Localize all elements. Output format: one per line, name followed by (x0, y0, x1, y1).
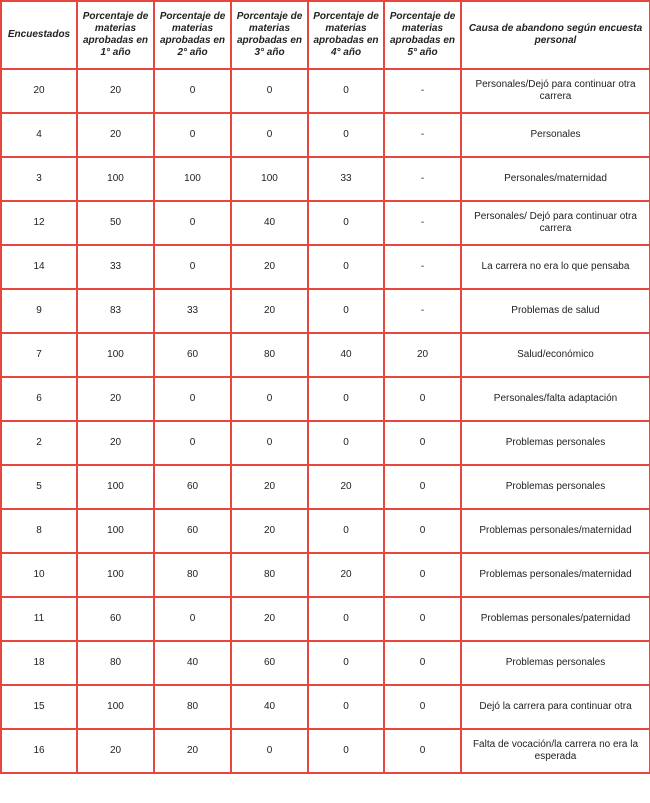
table-cell: Problemas personales/paternidad (461, 597, 650, 641)
table-cell: - (384, 113, 461, 157)
table-cell: - (384, 289, 461, 333)
table-cell: 80 (154, 553, 231, 597)
column-header: Porcentaje de materias aprobadas en 3° año (231, 1, 308, 69)
table-cell: 20 (384, 333, 461, 377)
table-row (1, 465, 650, 509)
column-header: Porcentaje de materias aprobadas en 5° año (384, 1, 461, 69)
table-cell: 16 (1, 729, 77, 773)
table-body (1, 69, 650, 773)
table-row (1, 509, 650, 553)
table-cell: 0 (308, 641, 384, 685)
table-cell: 8 (1, 509, 77, 553)
table-cell: Problemas personales (461, 641, 650, 685)
table-cell: 0 (308, 729, 384, 773)
table-cell: 0 (308, 597, 384, 641)
table-cell: 7 (1, 333, 77, 377)
table-cell: 0 (384, 641, 461, 685)
table-cell: 3 (1, 157, 77, 201)
table-cell: 0 (308, 421, 384, 465)
table-cell: 15 (1, 685, 77, 729)
table-cell: 0 (154, 113, 231, 157)
table-cell: 0 (154, 69, 231, 113)
table-cell: La carrera no era lo que pensaba (461, 245, 650, 289)
table-cell: 33 (154, 289, 231, 333)
table-cell: 0 (154, 245, 231, 289)
table-cell: 10 (1, 553, 77, 597)
table-cell: 0 (308, 245, 384, 289)
table-cell: 20 (231, 597, 308, 641)
table-cell: 40 (154, 641, 231, 685)
table-cell: Problemas de salud (461, 289, 650, 333)
table-cell: - (384, 245, 461, 289)
table-cell: Problemas personales/maternidad (461, 553, 650, 597)
column-header: Porcentaje de materias aprobadas en 4° año (308, 1, 384, 69)
table-cell: 100 (77, 553, 154, 597)
table-row (1, 333, 650, 377)
table-cell: 83 (77, 289, 154, 333)
table-cell: 100 (77, 157, 154, 201)
table-row (1, 157, 650, 201)
table-cell: 20 (308, 465, 384, 509)
table-cell: 100 (77, 333, 154, 377)
table-cell: 20 (231, 289, 308, 333)
table-cell: 0 (384, 377, 461, 421)
table-cell: 12 (1, 201, 77, 245)
table-row (1, 685, 650, 729)
table-cell: 0 (231, 729, 308, 773)
table-cell: 5 (1, 465, 77, 509)
table-cell: Personales (461, 113, 650, 157)
table-cell: 0 (308, 377, 384, 421)
table-cell: 0 (231, 377, 308, 421)
table-cell: Salud/económico (461, 333, 650, 377)
table-cell: 40 (231, 685, 308, 729)
table-cell: 60 (154, 333, 231, 377)
table-cell: 9 (1, 289, 77, 333)
table-cell: 80 (231, 553, 308, 597)
table-cell: 20 (231, 509, 308, 553)
table-cell: 20 (77, 69, 154, 113)
table-row (1, 69, 650, 113)
table-cell: 0 (308, 685, 384, 729)
table-cell: 0 (231, 69, 308, 113)
table-cell: 40 (308, 333, 384, 377)
table-row (1, 245, 650, 289)
table-cell: 60 (77, 597, 154, 641)
column-header: Porcentaje de materias aprobadas en 1° año (77, 1, 154, 69)
table-cell: 4 (1, 113, 77, 157)
table-row (1, 729, 650, 773)
table-cell: Personales/falta adaptación (461, 377, 650, 421)
table-cell: 33 (77, 245, 154, 289)
table-cell: 0 (384, 553, 461, 597)
table-row (1, 201, 650, 245)
table-cell: 18 (1, 641, 77, 685)
table-cell: 33 (308, 157, 384, 201)
table-cell: 20 (77, 421, 154, 465)
table-cell: 50 (77, 201, 154, 245)
table-cell: Problemas personales (461, 421, 650, 465)
table-row (1, 289, 650, 333)
table-cell: 0 (308, 201, 384, 245)
table-cell: 80 (154, 685, 231, 729)
header-row (1, 1, 650, 69)
table-row (1, 113, 650, 157)
table-cell: 20 (231, 465, 308, 509)
table-cell: 0 (154, 597, 231, 641)
table-cell: 0 (308, 289, 384, 333)
table-cell: 20 (231, 245, 308, 289)
table-cell: 0 (384, 597, 461, 641)
table-cell: - (384, 157, 461, 201)
table-cell: Personales/Dejó para continuar otra carrera (461, 69, 650, 113)
table-cell: 20 (77, 729, 154, 773)
table-row (1, 377, 650, 421)
table-cell: 20 (308, 553, 384, 597)
table-cell: 100 (77, 685, 154, 729)
table-cell: 20 (77, 377, 154, 421)
table-cell: 20 (1, 69, 77, 113)
table-cell: 60 (231, 641, 308, 685)
table-cell: 0 (308, 509, 384, 553)
table-cell: 6 (1, 377, 77, 421)
table-cell: 60 (154, 509, 231, 553)
table-cell: - (384, 69, 461, 113)
table-cell: 0 (154, 377, 231, 421)
table-cell: 100 (77, 465, 154, 509)
table-cell: Personales/maternidad (461, 157, 650, 201)
table-row (1, 421, 650, 465)
table-cell: 100 (154, 157, 231, 201)
table-cell: - (384, 201, 461, 245)
table-cell: 0 (154, 421, 231, 465)
table-cell: 0 (384, 421, 461, 465)
column-header: Causa de abandono según encuesta personal (461, 1, 650, 69)
table-cell: 0 (384, 509, 461, 553)
table-cell: 40 (231, 201, 308, 245)
table-cell: 80 (231, 333, 308, 377)
table-cell: Personales/ Dejó para continuar otra carrera (461, 201, 650, 245)
table-cell: 20 (154, 729, 231, 773)
table-cell: 0 (231, 421, 308, 465)
table-cell: Problemas personales/maternidad (461, 509, 650, 553)
table-cell: 100 (77, 509, 154, 553)
table-cell: 100 (231, 157, 308, 201)
table-row (1, 641, 650, 685)
table-row (1, 597, 650, 641)
table-cell: 80 (77, 641, 154, 685)
table-cell: 60 (154, 465, 231, 509)
table-cell: 14 (1, 245, 77, 289)
table-cell: 11 (1, 597, 77, 641)
table-cell: 0 (384, 729, 461, 773)
table-cell: 0 (154, 201, 231, 245)
table-cell: 2 (1, 421, 77, 465)
table-cell: Problemas personales (461, 465, 650, 509)
table-cell: 0 (308, 113, 384, 157)
table-cell: 0 (384, 685, 461, 729)
column-header: Porcentaje de materias aprobadas en 2° año (154, 1, 231, 69)
table-cell: Dejó la carrera para continuar otra (461, 685, 650, 729)
table-cell: Falta de vocación/la carrera no era la esperada (461, 729, 650, 773)
table-cell: 0 (231, 113, 308, 157)
table-cell: 0 (384, 465, 461, 509)
table-cell: 20 (77, 113, 154, 157)
column-header: Encuestados (1, 1, 77, 69)
table-row (1, 553, 650, 597)
table-cell: 0 (308, 69, 384, 113)
